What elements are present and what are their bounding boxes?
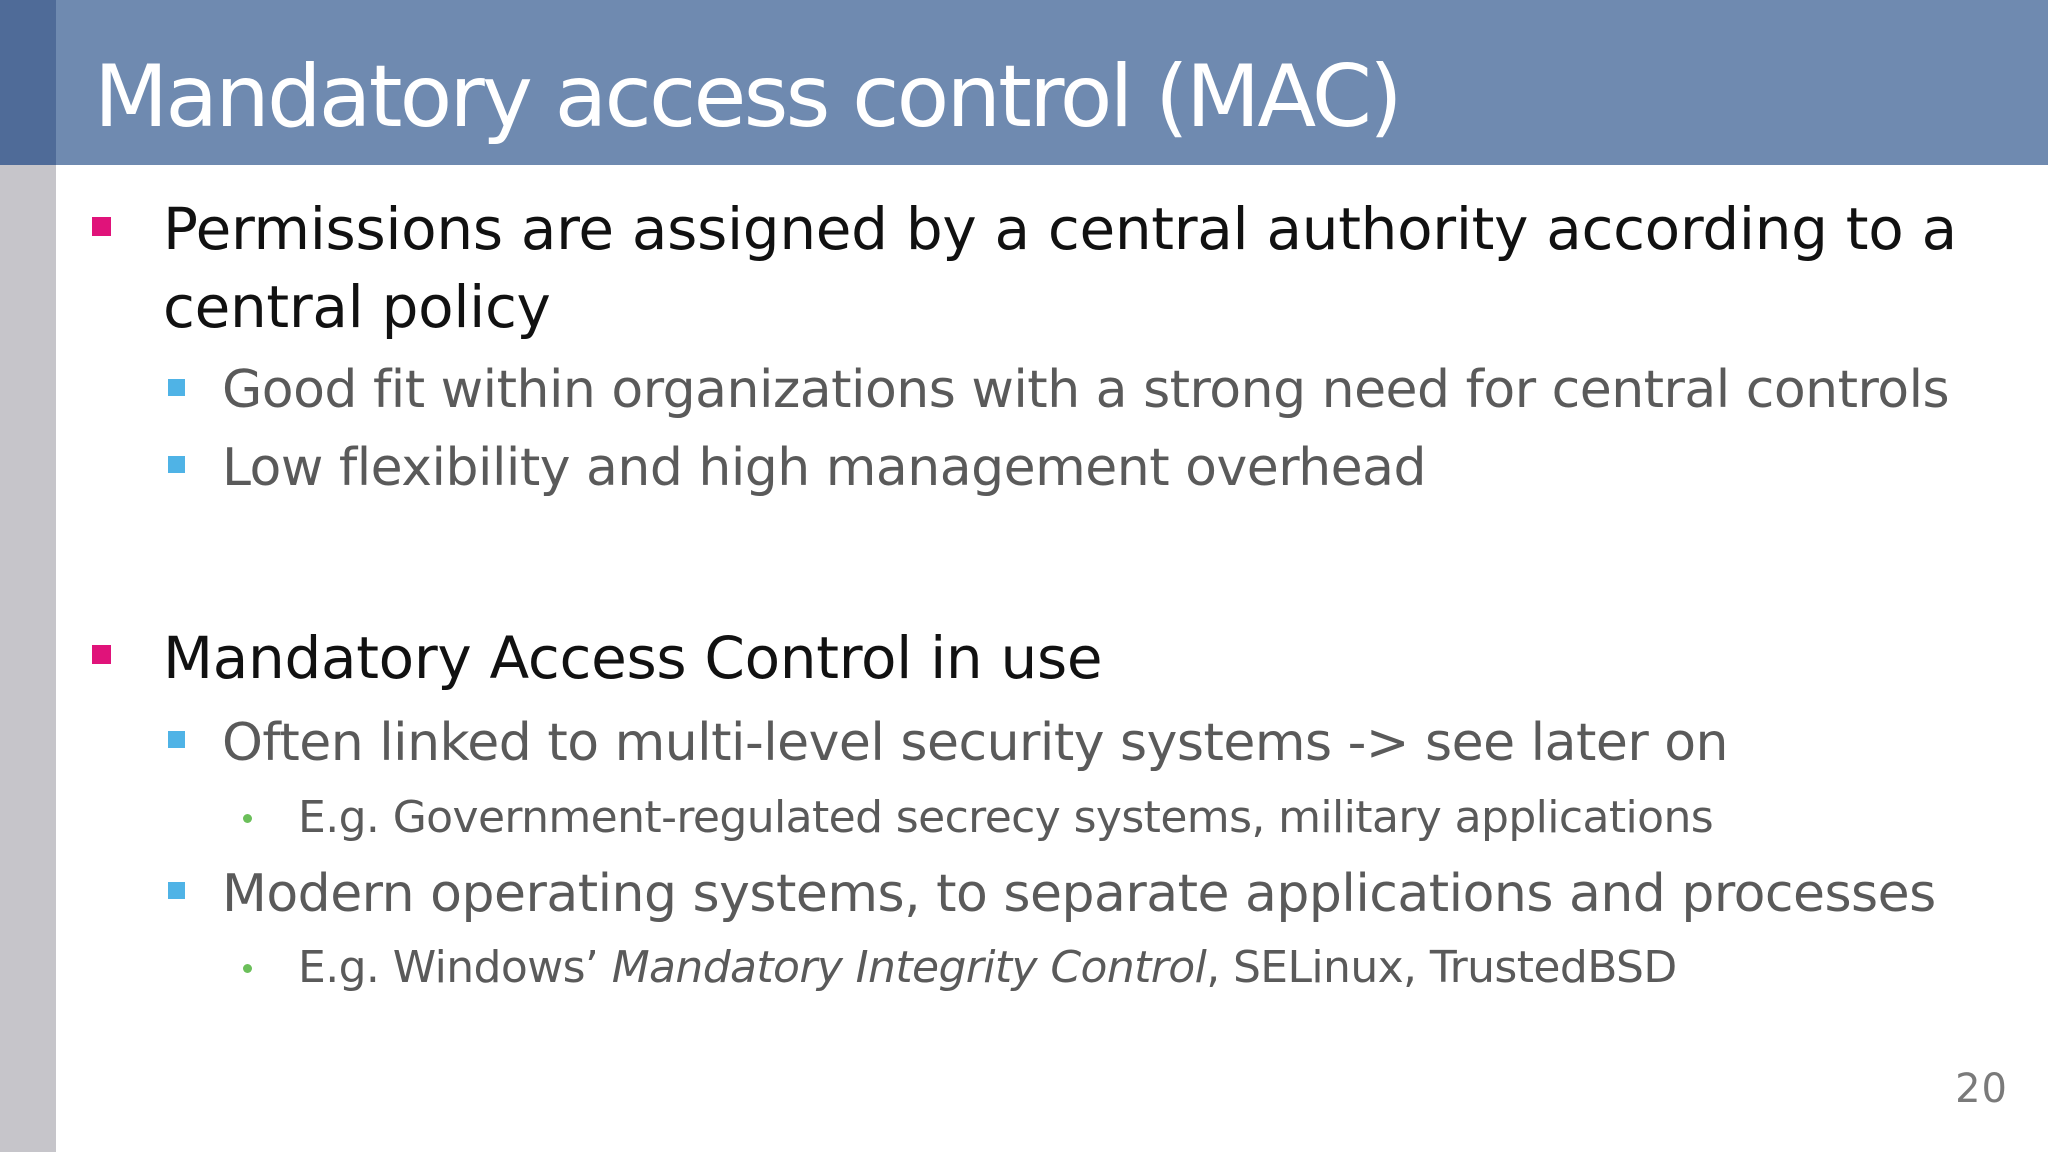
sub-bullet-text: Low flexibility and high management overhead <box>222 438 1427 498</box>
sub-bullet-text: Modern operating systems, to separate applications and processes <box>222 864 1936 924</box>
example-italic-term: Mandatory Integrity Control <box>611 942 1207 993</box>
bullet-square-icon <box>92 645 111 664</box>
sub-bullet-square-icon <box>168 456 185 473</box>
sub-bullet-text: Often linked to multi-level security systems -> see later on <box>222 713 1729 773</box>
slide-title: Mandatory access control (MAC) <box>94 47 1400 147</box>
sub-sub-bullet-text <box>298 938 1677 998</box>
sub-sub-bullet-dot-icon <box>243 964 252 973</box>
bullet-text-continued: central policy <box>163 273 551 341</box>
example-prefix: E.g. Windows’ <box>298 942 612 993</box>
bullet-square-icon <box>92 217 111 236</box>
bullet-text: Permissions are assigned by a central authority according to a <box>163 195 1957 263</box>
left-side-bar <box>0 0 56 1152</box>
bullet-text: Mandatory Access Control in use <box>163 624 1103 692</box>
sub-sub-bullet-text: E.g. Government-regulated secrecy systems, military applications <box>298 792 1714 843</box>
sub-bullet-square-icon <box>168 882 185 899</box>
left-side-bar-accent <box>0 0 56 165</box>
sub-bullet-text: Good fit within organizations with a strong need for central controls <box>222 360 1950 420</box>
sub-sub-bullet-dot-icon <box>243 814 252 823</box>
example-suffix: , SELinux, TrustedBSD <box>1206 942 1677 993</box>
page-number: 20 <box>1955 1066 2008 1112</box>
sub-bullet-square-icon <box>168 731 185 748</box>
sub-bullet-square-icon <box>168 379 185 396</box>
